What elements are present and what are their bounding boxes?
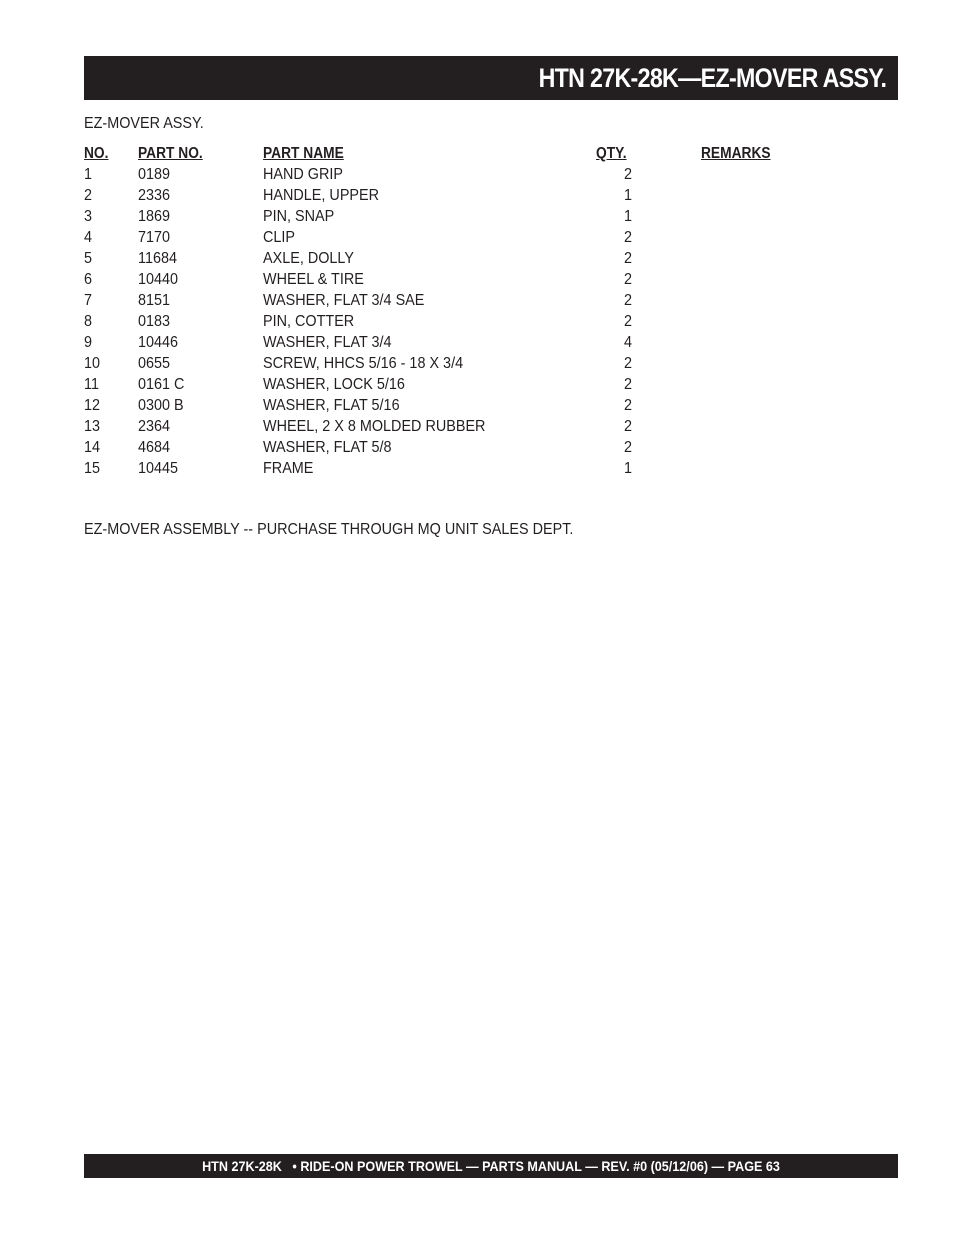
cell-no: 13: [84, 418, 101, 435]
cell-no: 8: [84, 313, 93, 330]
table-row: [84, 374, 804, 395]
page-title: HTN 27K-28K—EZ-MOVER ASSY.: [538, 63, 886, 93]
cell-qty: 2: [623, 229, 632, 246]
cell-part-name: WHEEL & TIRE: [263, 271, 364, 288]
cell-qty: 2: [623, 376, 632, 393]
cell-part-name: WASHER, FLAT 5/8: [263, 439, 392, 456]
table-row: [84, 248, 804, 269]
cell-qty: 2: [623, 397, 632, 414]
cell-part-no: 0183: [138, 313, 171, 330]
column-header-part-name: PART NAME: [263, 145, 344, 162]
cell-part-name: PIN, SNAP: [263, 208, 335, 225]
cell-no: 9: [84, 334, 93, 351]
column-header-qty: QTY.: [596, 145, 627, 162]
table-row: [84, 332, 804, 353]
table-row: [84, 164, 804, 185]
cell-qty: 2: [623, 355, 632, 372]
cell-qty: 1: [623, 187, 632, 204]
table-row: [84, 227, 804, 248]
cell-qty: 2: [623, 439, 632, 456]
cell-no: 15: [84, 460, 101, 477]
cell-part-name: FRAME: [263, 460, 314, 477]
cell-part-no: 0161 C: [138, 376, 185, 393]
cell-part-no: 2364: [138, 418, 171, 435]
cell-qty: 1: [623, 460, 632, 477]
cell-part-name: WASHER, FLAT 3/4: [263, 334, 392, 351]
cell-part-name: AXLE, DOLLY: [263, 250, 354, 267]
cell-qty: 2: [623, 418, 632, 435]
cell-part-no: 1869: [138, 208, 171, 225]
cell-part-no: 10440: [138, 271, 179, 288]
table-row: [84, 290, 804, 311]
table-row: [84, 206, 804, 227]
cell-no: 4: [84, 229, 93, 246]
cell-no: 10: [84, 355, 101, 372]
table-row: [84, 437, 804, 458]
cell-no: 12: [84, 397, 101, 414]
cell-no: 14: [84, 439, 101, 456]
cell-qty: 2: [623, 250, 632, 267]
cell-part-no: 10446: [138, 334, 179, 351]
table-body: [84, 164, 804, 479]
table-row: [84, 395, 804, 416]
title-bar: [84, 56, 898, 100]
table-row: [84, 311, 804, 332]
cell-part-name: WASHER, FLAT 3/4 SAE: [263, 292, 425, 309]
cell-part-no: 4684: [138, 439, 171, 456]
footer-text: HTN 27K-28K • RIDE-ON POWER TROWEL — PARTS MANUAL — REV. #0 (05/12/06) — PAGE 63: [202, 1158, 780, 1174]
cell-part-name: SCREW, HHCS 5/16 - 18 X 3/4: [263, 355, 464, 372]
cell-no: 2: [84, 187, 93, 204]
cell-part-no: 2336: [138, 187, 171, 204]
cell-part-no: 7170: [138, 229, 171, 246]
table-row: [84, 269, 804, 290]
column-header-no: NO.: [84, 145, 109, 162]
cell-part-name: WASHER, FLAT 5/16: [263, 397, 400, 414]
column-header-part-no: PART NO.: [138, 145, 203, 162]
cell-part-no: 0655: [138, 355, 171, 372]
cell-part-name: WASHER, LOCK 5/16: [263, 376, 405, 393]
table-row: [84, 185, 804, 206]
cell-qty: 1: [623, 208, 632, 225]
cell-part-name: CLIP: [263, 229, 296, 246]
cell-no: 7: [84, 292, 93, 309]
cell-no: 3: [84, 208, 93, 225]
parts-table: [84, 143, 804, 479]
cell-no: 1: [84, 166, 93, 183]
cell-part-no: 11684: [138, 250, 177, 267]
cell-no: 11: [84, 376, 99, 393]
cell-part-name: WHEEL, 2 X 8 MOLDED RUBBER: [263, 418, 486, 435]
table-row: [84, 458, 804, 479]
purchase-note: EZ-MOVER ASSEMBLY -- PURCHASE THROUGH MQ UNIT SALES DEPT.: [84, 521, 574, 538]
cell-qty: 2: [623, 313, 632, 330]
cell-qty: 2: [623, 292, 632, 309]
cell-part-name: HANDLE, UPPER: [263, 187, 380, 204]
cell-part-name: PIN, COTTER: [263, 313, 355, 330]
cell-part-no: 10445: [138, 460, 179, 477]
table-row: [84, 416, 804, 437]
cell-no: 5: [84, 250, 93, 267]
footer-bar: [84, 1154, 898, 1178]
cell-qty: 2: [623, 271, 632, 288]
cell-part-no: 8151: [138, 292, 171, 309]
cell-qty: 2: [623, 166, 632, 183]
column-header-remarks: REMARKS: [701, 145, 771, 162]
cell-no: 6: [84, 271, 93, 288]
cell-qty: 4: [623, 334, 632, 351]
cell-part-no: 0189: [138, 166, 171, 183]
table-header-row: [84, 143, 804, 164]
cell-part-name: HAND GRIP: [263, 166, 344, 183]
cell-part-no: 0300 B: [138, 397, 184, 414]
table-row: [84, 353, 804, 374]
section-label: EZ-MOVER ASSY.: [84, 115, 204, 132]
